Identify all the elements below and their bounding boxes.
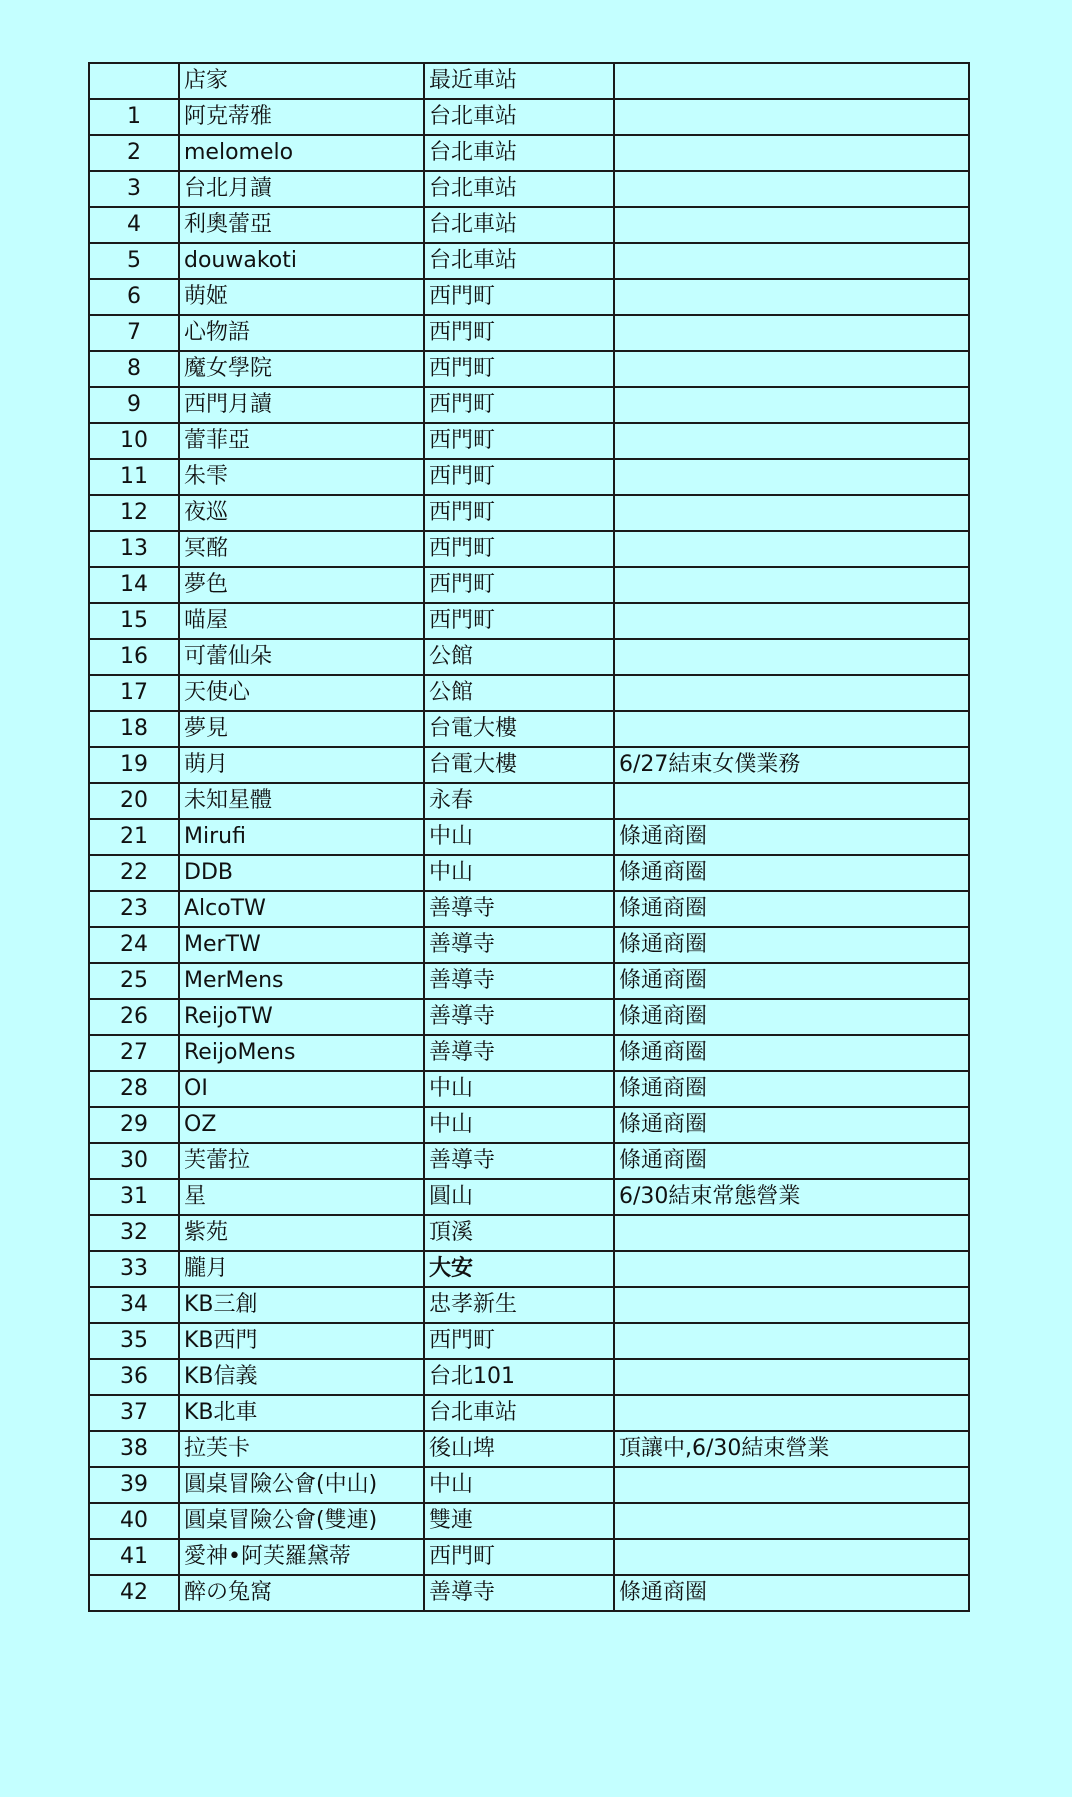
station-cell: 台北車站: [424, 207, 614, 243]
shop-name-cell: 夢見: [179, 711, 424, 747]
shop-name-cell: 芙蕾拉: [179, 1143, 424, 1179]
station-cell: 大安: [424, 1251, 614, 1287]
row-number-cell: 7: [89, 315, 179, 351]
row-number-cell: 26: [89, 999, 179, 1035]
table-row: [89, 243, 969, 279]
table-row: [89, 351, 969, 387]
note-cell: [614, 783, 969, 819]
note-cell: 條通商圈: [614, 855, 969, 891]
note-cell: [614, 207, 969, 243]
table-row: [89, 1287, 969, 1323]
shop-name-cell: 愛神•阿芙羅黛蒂: [179, 1539, 424, 1575]
station-cell: 台電大樓: [424, 711, 614, 747]
shop-name-cell: DDB: [179, 855, 424, 891]
note-cell: [614, 1539, 969, 1575]
table-row: [89, 675, 969, 711]
station-cell: 中山: [424, 855, 614, 891]
station-cell: 善導寺: [424, 963, 614, 999]
shop-name-cell: KB西門: [179, 1323, 424, 1359]
shop-name-cell: 未知星體: [179, 783, 424, 819]
shop-name-cell: melomelo: [179, 135, 424, 171]
shop-name-cell: 阿克蒂雅: [179, 99, 424, 135]
table-row: [89, 1395, 969, 1431]
table-row: [89, 279, 969, 315]
shop-name-cell: 萌姬: [179, 279, 424, 315]
row-number-cell: 16: [89, 639, 179, 675]
note-cell: [614, 711, 969, 747]
note-cell: 條通商圈: [614, 1107, 969, 1143]
row-number-cell: 22: [89, 855, 179, 891]
shop-name-cell: 醉の兔窩: [179, 1575, 424, 1611]
station-cell: 西門町: [424, 531, 614, 567]
station-cell: 西門町: [424, 279, 614, 315]
table-row: [89, 747, 969, 783]
row-number-cell: 37: [89, 1395, 179, 1431]
note-cell: 條通商圈: [614, 1071, 969, 1107]
table-row: [89, 1323, 969, 1359]
row-number-cell: 14: [89, 567, 179, 603]
shop-name-cell: 台北月讀: [179, 171, 424, 207]
row-number-cell: 5: [89, 243, 179, 279]
station-cell: 台北車站: [424, 1395, 614, 1431]
row-number-cell: 1: [89, 99, 179, 135]
station-cell: 善導寺: [424, 999, 614, 1035]
shop-name-cell: 夢色: [179, 567, 424, 603]
station-cell: 中山: [424, 1071, 614, 1107]
row-number-cell: 41: [89, 1539, 179, 1575]
shop-name-cell: douwakoti: [179, 243, 424, 279]
table-row: [89, 639, 969, 675]
row-number-cell: 2: [89, 135, 179, 171]
row-number-cell: 33: [89, 1251, 179, 1287]
row-number-cell: 6: [89, 279, 179, 315]
note-cell: [614, 1395, 969, 1431]
table-row: [89, 855, 969, 891]
note-cell: 條通商圈: [614, 927, 969, 963]
row-number-cell: 32: [89, 1215, 179, 1251]
table-row: [89, 1503, 969, 1539]
shop-name-cell: 圓桌冒險公會(雙連): [179, 1503, 424, 1539]
station-cell: 永春: [424, 783, 614, 819]
shop-name-cell: 魔女學院: [179, 351, 424, 387]
station-cell: 忠孝新生: [424, 1287, 614, 1323]
shop-table: [88, 62, 970, 1612]
row-number-cell: 4: [89, 207, 179, 243]
station-cell: 台北車站: [424, 99, 614, 135]
note-cell: 6/27結束女僕業務: [614, 747, 969, 783]
shop-name-cell: ReijoTW: [179, 999, 424, 1035]
row-number-cell: 38: [89, 1431, 179, 1467]
row-number-cell: 10: [89, 423, 179, 459]
note-cell: 條通商圈: [614, 819, 969, 855]
note-cell: [614, 1215, 969, 1251]
row-number-cell: 28: [89, 1071, 179, 1107]
note-cell: [614, 279, 969, 315]
note-cell: [614, 171, 969, 207]
note-cell: [614, 1503, 969, 1539]
note-cell: [614, 567, 969, 603]
note-cell: [614, 351, 969, 387]
row-number-cell: 27: [89, 1035, 179, 1071]
row-number-cell: 9: [89, 387, 179, 423]
table-row: [89, 1143, 969, 1179]
row-number-cell: 18: [89, 711, 179, 747]
note-cell: [614, 1287, 969, 1323]
station-cell: 後山埤: [424, 1431, 614, 1467]
shop-name-cell: OI: [179, 1071, 424, 1107]
shop-name-cell: ReijoMens: [179, 1035, 424, 1071]
table-row: [89, 819, 969, 855]
shop-name-cell: 拉芙卡: [179, 1431, 424, 1467]
station-cell: 西門町: [424, 423, 614, 459]
table-row: [89, 1467, 969, 1503]
table-row: [89, 1107, 969, 1143]
shop-name-cell: 星: [179, 1179, 424, 1215]
row-number-cell: 25: [89, 963, 179, 999]
row-number-cell: 34: [89, 1287, 179, 1323]
note-cell: [614, 495, 969, 531]
shop-name-cell: 心物語: [179, 315, 424, 351]
row-number-cell: 19: [89, 747, 179, 783]
row-number-cell: 39: [89, 1467, 179, 1503]
row-number-cell: 3: [89, 171, 179, 207]
shop-name-cell: 蕾菲亞: [179, 423, 424, 459]
row-number-cell: 20: [89, 783, 179, 819]
shop-name-cell: 天使心: [179, 675, 424, 711]
table-row: [89, 1215, 969, 1251]
shop-name-cell: 夜巡: [179, 495, 424, 531]
table-row: [89, 99, 969, 135]
table-row: [89, 315, 969, 351]
shop-name-cell: 利奧蕾亞: [179, 207, 424, 243]
shop-name-cell: MerTW: [179, 927, 424, 963]
row-number-cell: 36: [89, 1359, 179, 1395]
shop-name-cell: KB信義: [179, 1359, 424, 1395]
table-row: [89, 423, 969, 459]
station-cell: 台北101: [424, 1359, 614, 1395]
shop-name-cell: OZ: [179, 1107, 424, 1143]
station-cell: 善導寺: [424, 1035, 614, 1071]
row-number-cell: 42: [89, 1575, 179, 1611]
station-cell: 西門町: [424, 567, 614, 603]
note-cell: 條通商圈: [614, 1035, 969, 1071]
note-cell: 條通商圈: [614, 891, 969, 927]
shop-name-cell: KB北車: [179, 1395, 424, 1431]
row-number-cell: 30: [89, 1143, 179, 1179]
note-cell: [614, 1251, 969, 1287]
note-cell: 6/30結束常態營業: [614, 1179, 969, 1215]
row-number-cell: 31: [89, 1179, 179, 1215]
note-cell: 條通商圈: [614, 999, 969, 1035]
header-num-cell: [89, 63, 179, 99]
station-cell: 台北車站: [424, 171, 614, 207]
station-cell: 中山: [424, 1467, 614, 1503]
shop-name-cell: 冥酩: [179, 531, 424, 567]
table-row: [89, 567, 969, 603]
station-cell: 中山: [424, 819, 614, 855]
station-cell: 中山: [424, 1107, 614, 1143]
note-cell: [614, 1323, 969, 1359]
station-cell: 公館: [424, 639, 614, 675]
station-cell: 西門町: [424, 1539, 614, 1575]
table-row: [89, 1575, 969, 1611]
table-row: [89, 387, 969, 423]
shop-name-cell: Mirufi: [179, 819, 424, 855]
shop-name-cell: 紫苑: [179, 1215, 424, 1251]
table-row: [89, 1431, 969, 1467]
shop-name-cell: 喵屋: [179, 603, 424, 639]
table-row: [89, 711, 969, 747]
table-row: [89, 783, 969, 819]
row-number-cell: 17: [89, 675, 179, 711]
row-number-cell: 11: [89, 459, 179, 495]
note-cell: [614, 531, 969, 567]
table-row: [89, 1071, 969, 1107]
table-row: [89, 1359, 969, 1395]
station-cell: 西門町: [424, 351, 614, 387]
table-row: [89, 891, 969, 927]
shop-name-cell: AlcoTW: [179, 891, 424, 927]
note-cell: [614, 639, 969, 675]
note-cell: [614, 423, 969, 459]
header-shop-cell: 店家: [179, 63, 424, 99]
note-cell: [614, 99, 969, 135]
station-cell: 台北車站: [424, 135, 614, 171]
station-cell: 頂溪: [424, 1215, 614, 1251]
shop-name-cell: 萌月: [179, 747, 424, 783]
station-cell: 圓山: [424, 1179, 614, 1215]
shop-name-cell: 圓桌冒險公會(中山): [179, 1467, 424, 1503]
shop-table-body: [89, 63, 969, 1611]
note-cell: [614, 459, 969, 495]
station-cell: 西門町: [424, 603, 614, 639]
table-row: [89, 927, 969, 963]
table-row: [89, 999, 969, 1035]
table-row: [89, 1251, 969, 1287]
note-cell: 條通商圈: [614, 963, 969, 999]
station-cell: 西門町: [424, 495, 614, 531]
row-number-cell: 15: [89, 603, 179, 639]
shop-name-cell: KB三創: [179, 1287, 424, 1323]
note-cell: 條通商圈: [614, 1575, 969, 1611]
station-cell: 善導寺: [424, 927, 614, 963]
note-cell: 頂讓中,6/30結束營業: [614, 1431, 969, 1467]
note-cell: [614, 1359, 969, 1395]
note-cell: [614, 387, 969, 423]
row-number-cell: 24: [89, 927, 179, 963]
note-cell: [614, 315, 969, 351]
table-row: [89, 531, 969, 567]
header-row: [89, 63, 969, 99]
station-cell: 公館: [424, 675, 614, 711]
shop-name-cell: MerMens: [179, 963, 424, 999]
table-row: [89, 459, 969, 495]
station-cell: 台北車站: [424, 243, 614, 279]
row-number-cell: 8: [89, 351, 179, 387]
station-cell: 西門町: [424, 315, 614, 351]
station-cell: 西門町: [424, 459, 614, 495]
row-number-cell: 35: [89, 1323, 179, 1359]
shop-name-cell: 朱雫: [179, 459, 424, 495]
station-cell: 善導寺: [424, 891, 614, 927]
station-cell: 西門町: [424, 387, 614, 423]
shop-name-cell: 朧月: [179, 1251, 424, 1287]
shop-name-cell: 西門月讀: [179, 387, 424, 423]
shop-name-cell: 可蕾仙朵: [179, 639, 424, 675]
table-row: [89, 207, 969, 243]
row-number-cell: 23: [89, 891, 179, 927]
table-row: [89, 1539, 969, 1575]
station-cell: 雙連: [424, 1503, 614, 1539]
row-number-cell: 40: [89, 1503, 179, 1539]
note-cell: [614, 243, 969, 279]
row-number-cell: 13: [89, 531, 179, 567]
table-row: [89, 171, 969, 207]
row-number-cell: 29: [89, 1107, 179, 1143]
note-cell: [614, 675, 969, 711]
note-cell: [614, 603, 969, 639]
station-cell: 西門町: [424, 1323, 614, 1359]
station-cell: 台電大樓: [424, 747, 614, 783]
header-station-cell: 最近車站: [424, 63, 614, 99]
header-note-cell: [614, 63, 969, 99]
note-cell: [614, 135, 969, 171]
row-number-cell: 12: [89, 495, 179, 531]
table-row: [89, 135, 969, 171]
note-cell: [614, 1467, 969, 1503]
table-row: [89, 963, 969, 999]
note-cell: 條通商圈: [614, 1143, 969, 1179]
table-row: [89, 1179, 969, 1215]
table-row: [89, 603, 969, 639]
station-cell: 善導寺: [424, 1143, 614, 1179]
station-cell: 善導寺: [424, 1575, 614, 1611]
table-row: [89, 495, 969, 531]
table-row: [89, 1035, 969, 1071]
row-number-cell: 21: [89, 819, 179, 855]
